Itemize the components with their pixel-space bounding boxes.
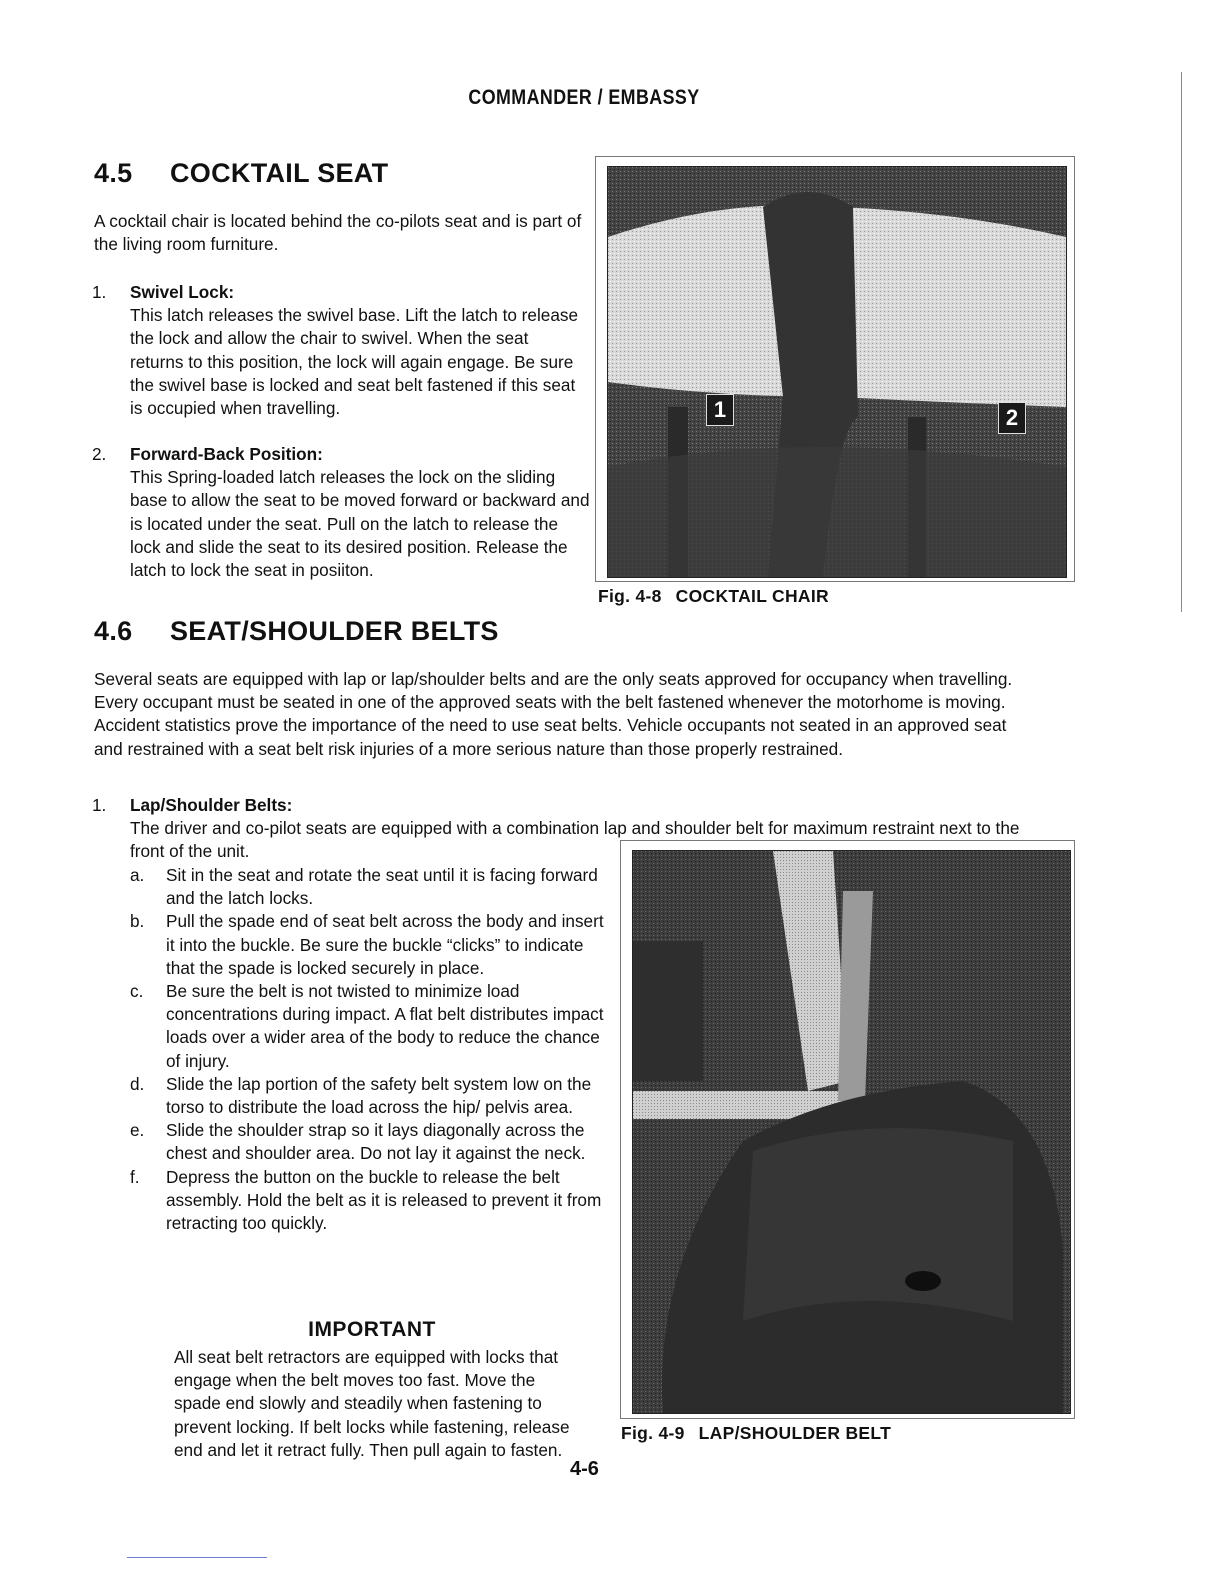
step-c <box>130 980 608 1073</box>
swivel-lock-text: This latch releases the swivel base. Lift the latch to release the lock and allow the chair to swivel. When the seat returns to this position, the lock will again engage. Be sure the swivel base is locked and seat belt fastened if this seat is occupied when travelling. <box>130 305 579 419</box>
callout-1: 1 <box>706 394 734 426</box>
step-b <box>130 910 608 980</box>
running-header: COMMANDER / EMBASSY <box>468 86 700 109</box>
step-letter: c. <box>130 981 144 1002</box>
swivel-lock-item <box>92 281 582 420</box>
step-letter: e. <box>130 1120 145 1141</box>
item-number: 1. <box>92 795 107 815</box>
scan-artifact-line <box>127 1557 267 1558</box>
item-number: 1. <box>92 282 107 302</box>
step-e <box>130 1119 608 1165</box>
figure-4-8-caption <box>598 586 829 607</box>
forward-back-text: This Spring-loaded latch releases the lock on the sliding base to allow the seat to be moved forward or backward and is located under the seat. Pull on the latch to release the lock and slide the seat to its desired position. Release the latch to lock the seat in posiiton. <box>130 467 590 581</box>
callout-2: 2 <box>998 402 1026 434</box>
step-f <box>130 1166 608 1236</box>
forward-back-item <box>92 443 590 582</box>
lap-shoulder-heading: Lap/Shoulder Belts: <box>130 795 293 815</box>
step-letter: a. <box>130 865 145 885</box>
page-number: 4-6 <box>570 1458 599 1480</box>
step-letter: d. <box>130 1073 145 1094</box>
swivel-lock-heading: Swivel Lock: <box>130 282 235 302</box>
section-46-intro: Several seats are equipped with lap or lap/shoulder belts and are the only seats approved for occupancy when travelling. Every occupant must be seated in one of the approved seats with the belt fastened whenever the motorhome is moving. Accident statistics prove the importance of the need to use seat belts. Vehicle occupants not seated in an approved seat and restrained with a seat belt risk injuries of a more serious nature than those properly restrained. <box>94 669 1013 759</box>
step-text: Slide the shoulder strap so it lays diagonally across the chest and shoulder area. Do not lay it against the neck. <box>166 1120 586 1164</box>
step-letter: b. <box>130 911 145 932</box>
section-45-title: COCKTAIL SEAT <box>170 158 389 188</box>
section-45-heading <box>94 158 388 189</box>
item-number: 2. <box>92 444 107 464</box>
important-text: All seat belt retractors are equipped with locks that engage when the belt moves too fast. Move the spade end slowly and steadily when fastening to prevent locking. If belt locks while fastening, release end and let it retract fully. Then pull again to fasten. <box>174 1347 570 1460</box>
section-46-title: SEAT/SHOULDER BELTS <box>170 616 499 646</box>
figure-4-8-title: COCKTAIL CHAIR <box>675 586 829 606</box>
step-a <box>130 864 608 910</box>
important-heading: IMPORTANT <box>308 1318 436 1341</box>
section-46-heading <box>94 616 499 647</box>
section-45-intro: A cocktail chair is located behind the co-pilots seat and is part of the living room furniture. <box>94 211 582 255</box>
step-text: Sit in the seat and rotate the seat until it is facing forward and the latch locks. <box>166 865 598 909</box>
forward-back-heading: Forward-Back Position: <box>130 444 323 464</box>
cocktail-chair-illustration <box>608 167 1066 577</box>
figure-4-8-label: Fig. 4-8 <box>598 586 662 606</box>
section-46-number: 4.6 <box>94 616 133 646</box>
figure-4-9-title: LAP/SHOULDER BELT <box>698 1423 892 1443</box>
belt-steps-list <box>130 864 608 1235</box>
section-45-number: 4.5 <box>94 158 133 188</box>
step-text: Depress the button on the buckle to release the belt assembly. Hold the belt as it is released to prevent it from retracting too quickly. <box>166 1166 602 1234</box>
step-letter: f. <box>130 1166 140 1187</box>
step-text: Slide the lap portion of the safety belt system low on the torso to distribute the load across the hip/ pelvis area. <box>166 1073 592 1118</box>
figure-4-9-label: Fig. 4-9 <box>621 1423 685 1443</box>
cocktail-chair-photo <box>607 166 1067 578</box>
lap-shoulder-belt-photo <box>632 850 1071 1414</box>
step-text: Pull the spade end of seat belt across the body and insert it into the buckle. Be sure the buckle “clicks” to indicate that the spade is locked securely in place. <box>166 911 604 978</box>
scan-edge-line <box>1181 72 1182 612</box>
step-d <box>130 1073 608 1119</box>
step-text: Be sure the belt is not twisted to minimize load concentrations during impact. A flat belt distributes impact loads over a wider area of the body to reduce the chance of injury. <box>166 981 604 1071</box>
driver-seat-illustration <box>633 851 1070 1413</box>
figure-4-9-caption <box>621 1423 891 1444</box>
lap-shoulder-text: The driver and co-pilot seats are equipped with a combination lap and shoulder belt for maximum restraint next to the front of the unit. <box>130 818 1020 862</box>
